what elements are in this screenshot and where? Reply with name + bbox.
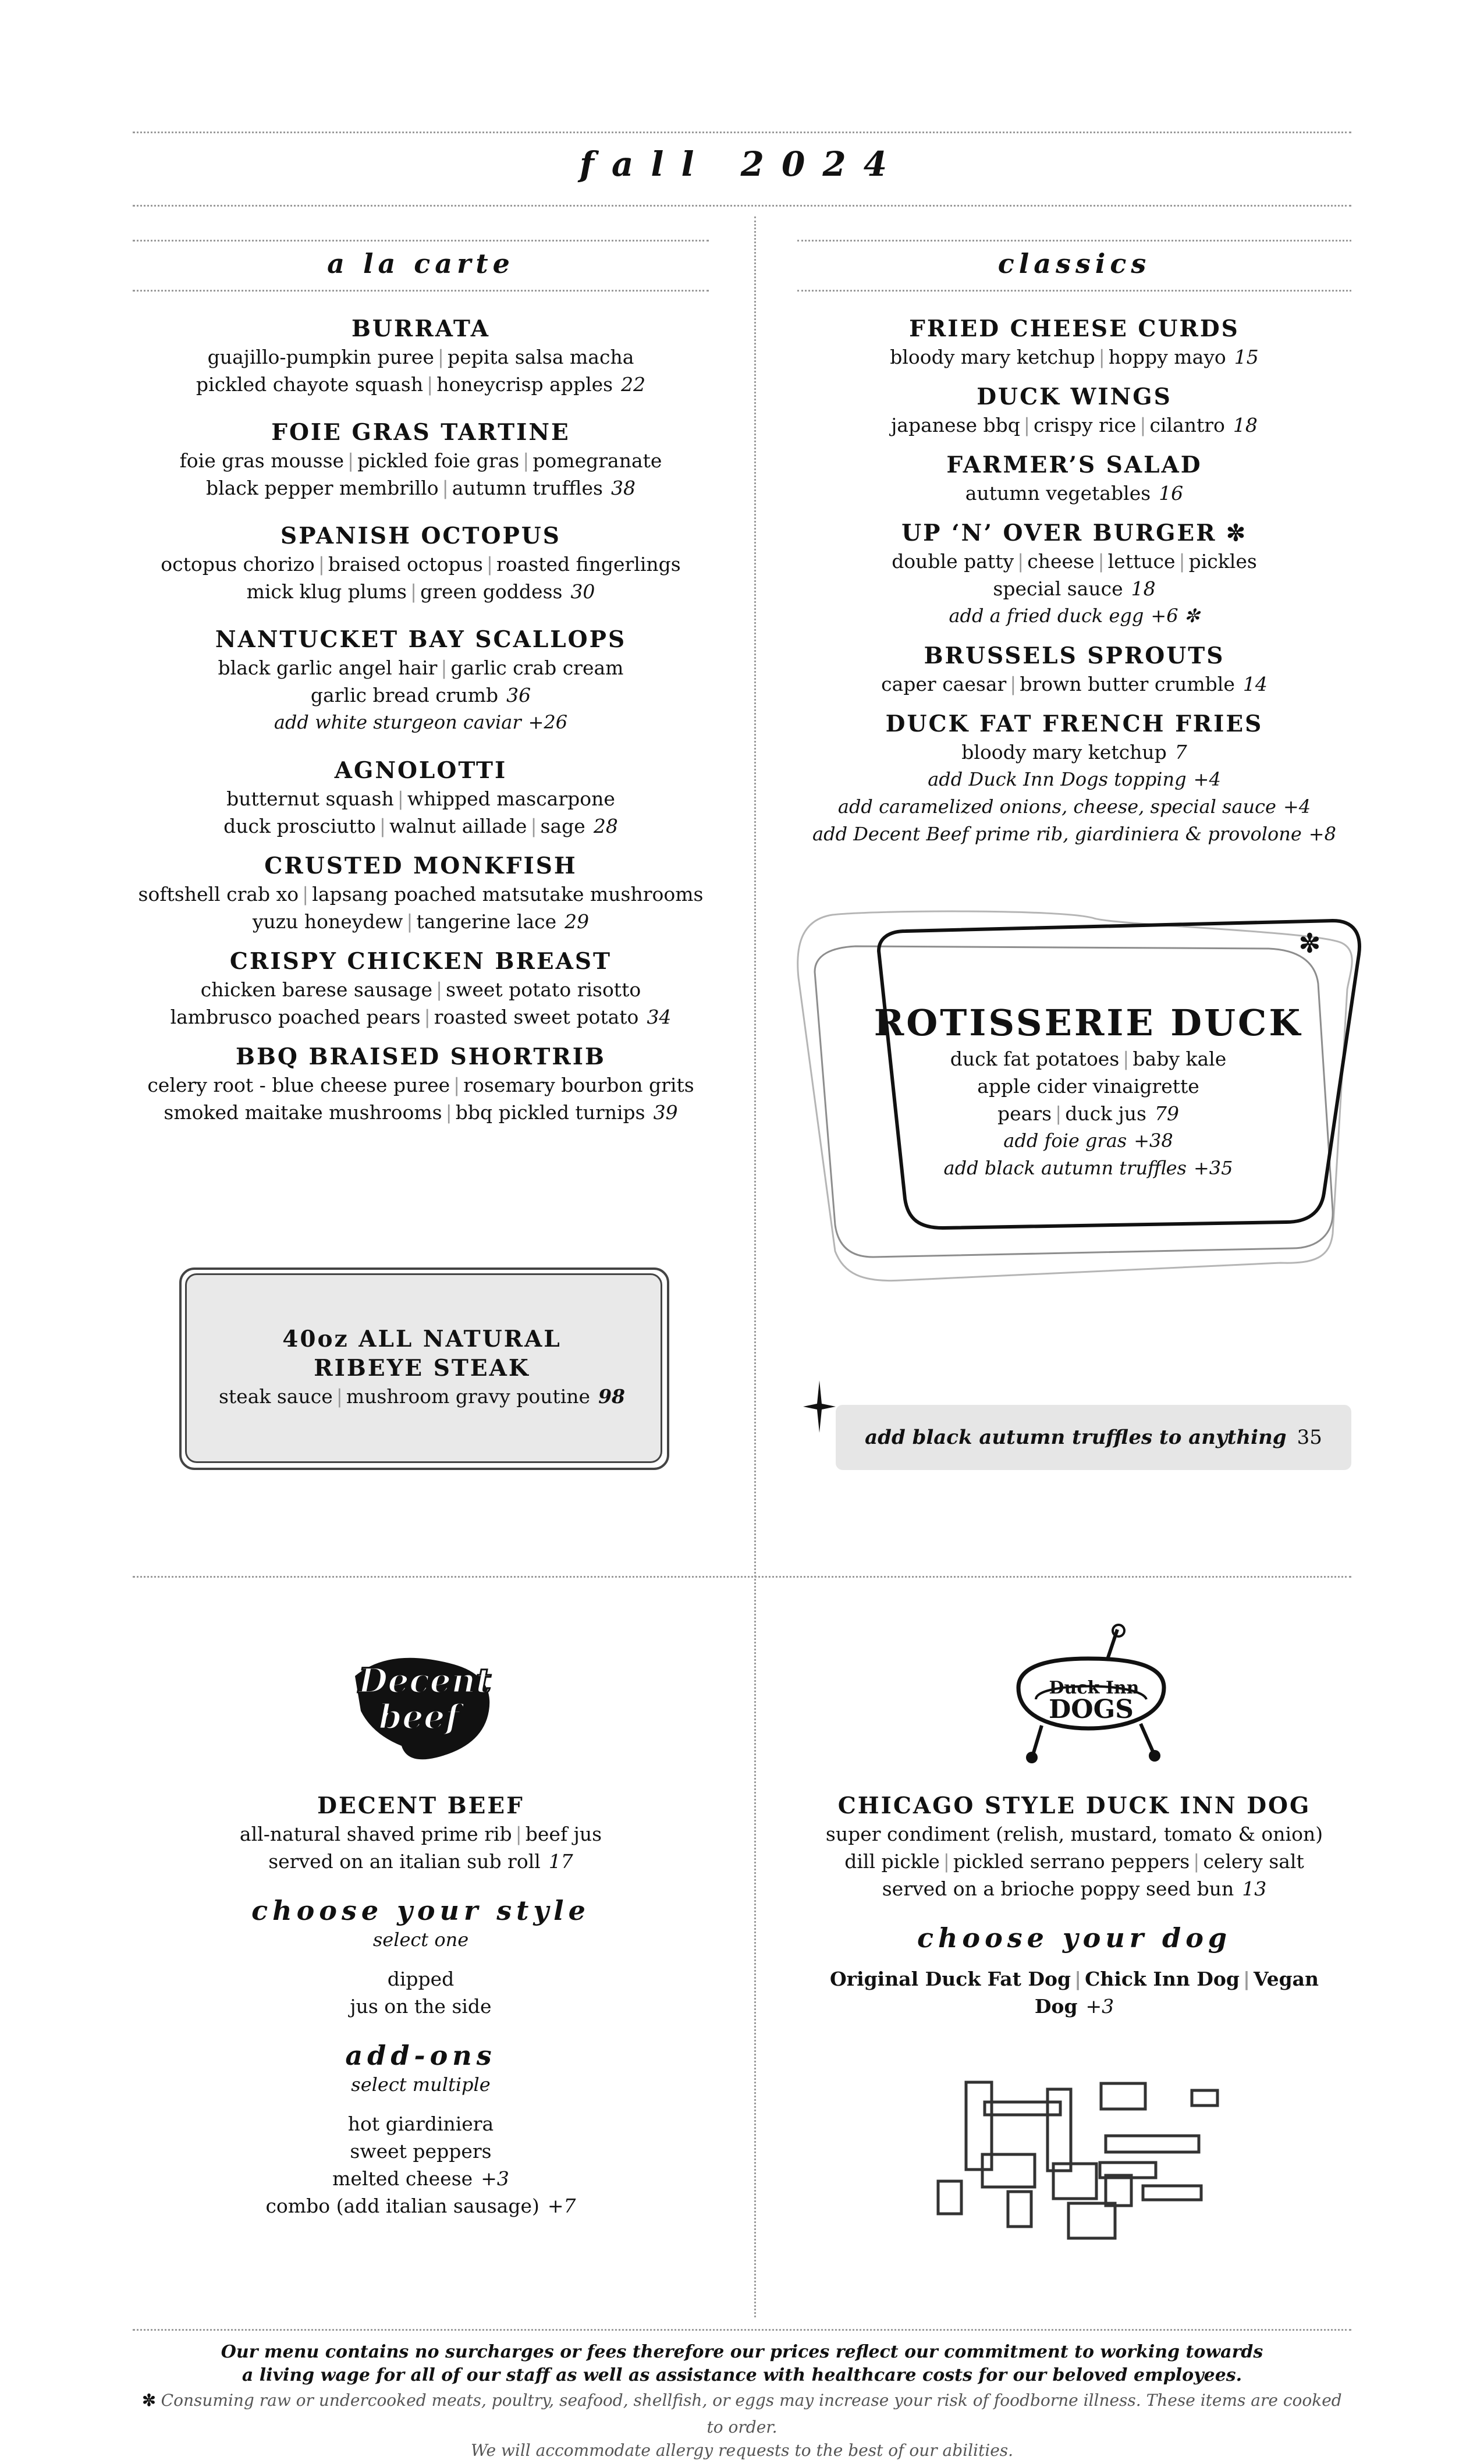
- menu-item-name: FRIED CHEESE CURDS: [909, 315, 1240, 342]
- addon-name: combo (add italian sausage): [265, 2195, 539, 2217]
- add-on-price: +38: [1134, 1130, 1173, 1152]
- desc-part: bloody mary ketchup: [961, 741, 1167, 764]
- menu-item-name: UP ‘N’ OVER BURGER ✼: [901, 520, 1247, 546]
- addon-name: melted cheese: [332, 2167, 473, 2190]
- separator: |: [302, 883, 309, 906]
- spacer: [797, 1954, 1351, 1965]
- choose-style-subheading: select one: [372, 1929, 469, 1951]
- spacer: [133, 1875, 709, 1895]
- dog-option: Vegan Dog: [1034, 1968, 1319, 2018]
- price: 30: [570, 580, 595, 603]
- desc-part: dill pickle: [844, 1850, 940, 1873]
- separator: |: [1074, 1968, 1082, 1990]
- desc-line: [797, 1848, 1351, 1875]
- desc-line: [133, 1820, 709, 1848]
- desc-line: [133, 681, 709, 709]
- addon-option: [133, 2138, 709, 2165]
- separator: |: [397, 787, 404, 810]
- desc-part: duck jus: [1065, 1102, 1146, 1125]
- desc-part: duck prosciutto: [223, 815, 376, 837]
- price: 98: [598, 1385, 626, 1408]
- duck-inn-dog-name: CHICAGO STYLE DUCK INN DOG: [837, 1792, 1311, 1819]
- menu-item: [133, 756, 709, 840]
- desc-line: [133, 812, 709, 840]
- menu-item-name: NANTUCKET BAY SCALLOPS: [215, 626, 627, 653]
- add-on-price: +35: [1193, 1157, 1233, 1179]
- a-la-carte-list: [133, 314, 709, 1126]
- desc-part: crispy rice: [1034, 414, 1137, 436]
- dog-option: Chick Inn Dog: [1085, 1968, 1240, 1990]
- add-on-line: [797, 821, 1351, 848]
- price: 18: [1131, 577, 1156, 600]
- spacer: [133, 1954, 709, 1965]
- center-divider: [754, 216, 756, 2317]
- logo-leg-1: [1033, 1725, 1042, 1755]
- separator: |: [318, 553, 325, 576]
- price: 39: [653, 1101, 678, 1124]
- desc-part: chicken barese sausage: [200, 978, 433, 1001]
- classics-list: [797, 314, 1351, 848]
- desc-line: [133, 785, 709, 812]
- menu-item: [797, 382, 1351, 439]
- ribeye-name-2: RIBEYE STEAK: [314, 1355, 530, 1382]
- desc-line: [797, 480, 1351, 507]
- ribeye: [185, 1325, 659, 1410]
- spacer: [133, 935, 709, 947]
- separator: |: [1098, 346, 1105, 368]
- sparkle-icon: [803, 1380, 836, 1435]
- price: 34: [647, 1006, 672, 1028]
- add-on-line: [797, 766, 1351, 793]
- price: 16: [1159, 482, 1184, 505]
- add-on-text: add Duck Inn Dogs topping: [928, 768, 1187, 790]
- separator: |: [1139, 414, 1146, 436]
- desc-part: bbq pickled turnips: [455, 1101, 645, 1124]
- desc-part: mushroom gravy poutine: [346, 1385, 591, 1408]
- logo-text-1: Decent: [358, 1661, 492, 1700]
- desc-part: pickles: [1188, 550, 1257, 573]
- desc-part: autumn vegetables: [965, 482, 1151, 505]
- rotisserie-mark: ✼: [1299, 929, 1320, 958]
- desc-part: hoppy mayo: [1108, 346, 1226, 368]
- classics-rule-bottom: [797, 290, 1351, 292]
- spacer: [133, 840, 709, 851]
- desc-part: green goddess: [420, 580, 563, 603]
- desc-line: [133, 976, 709, 1003]
- desc-part: smoked maitake mushrooms: [164, 1101, 442, 1124]
- desc-part: sage: [540, 815, 585, 837]
- addon-option: [133, 2110, 709, 2138]
- addon-price: +3: [481, 2167, 509, 2190]
- logo-text-1: Duck Inn: [1049, 1678, 1139, 1698]
- truffle-banner: [836, 1405, 1351, 1470]
- addon-option: [133, 2165, 709, 2192]
- desc-part: walnut aillade: [389, 815, 527, 837]
- add-on-text: add black autumn truffles: [943, 1157, 1187, 1179]
- add-on-price: +4: [1193, 768, 1221, 790]
- menu-item-name: BURRATA: [351, 315, 491, 342]
- desc-part: baby kale: [1132, 1048, 1227, 1070]
- choose-style-heading: choose your style: [251, 1895, 590, 1926]
- desc-part: beef jus: [525, 1823, 602, 1845]
- price: 15: [1234, 346, 1259, 368]
- price: 29: [565, 910, 590, 933]
- desc-part: super condiment (relish, mustard, tomato & onion): [825, 1823, 1323, 1845]
- spacer: [797, 698, 1351, 709]
- menu-item-name: FARMER’S SALAD: [946, 452, 1202, 478]
- desc-line: [797, 1875, 1351, 1902]
- desc-line: [133, 1003, 709, 1031]
- menu-item-name: FOIE GRAS TARTINE: [271, 419, 570, 446]
- ribeye-name-1: 40oz ALL NATURAL: [282, 1326, 562, 1352]
- desc-line: [133, 908, 709, 935]
- separator: |: [436, 978, 443, 1001]
- separator: |: [445, 1101, 452, 1124]
- spacer: [797, 1902, 1351, 1922]
- separator: |: [515, 1823, 522, 1845]
- separator: |: [437, 346, 444, 368]
- choose-dog-heading: choose your dog: [917, 1922, 1232, 1954]
- style-option: jus on the side: [350, 1995, 492, 2018]
- menu-item: [797, 314, 1351, 371]
- desc-part: foie gras mousse: [179, 449, 345, 472]
- spacer: [797, 439, 1351, 450]
- addon-option: [133, 2192, 709, 2220]
- dog-price: +3: [1085, 1995, 1114, 2018]
- spacer: [133, 502, 709, 521]
- separator: |: [427, 373, 434, 396]
- desc-part: served on a brioche poppy seed bun: [882, 1877, 1234, 1900]
- menu-item-name: AGNOLOTTI: [334, 757, 507, 784]
- desc-part: honeycrisp apples: [436, 373, 613, 396]
- price: 17: [548, 1850, 573, 1873]
- desc-part: softshell crab xo: [138, 883, 299, 906]
- menu-item-name: BRUSSELS SPROUTS: [924, 642, 1225, 669]
- desc-part: pepita salsa macha: [447, 346, 634, 368]
- menu-item: [133, 521, 709, 605]
- desc-part: guajillo-pumpkin puree: [207, 346, 434, 368]
- desc-part: rosemary bourbon grits: [463, 1074, 694, 1096]
- desc-line: [797, 411, 1351, 439]
- desc-line: [797, 739, 1351, 766]
- desc-part: tangerine lace: [416, 910, 557, 933]
- desc-part: cheese: [1027, 550, 1095, 573]
- spacer: [133, 605, 709, 625]
- desc-part: pickled serrano peppers: [953, 1850, 1190, 1873]
- logo-text-2: beef: [378, 1697, 460, 1737]
- desc-part: pickled foie gras: [357, 449, 520, 472]
- add-on-price: +8: [1308, 823, 1336, 845]
- desc-part: bloody mary ketchup: [890, 346, 1095, 368]
- desc-part: cilantro: [1149, 414, 1225, 436]
- desc-line: [133, 654, 709, 681]
- separator: |: [406, 910, 413, 933]
- spacer: [797, 507, 1351, 519]
- separator: |: [442, 477, 449, 499]
- menu-item: [133, 1042, 709, 1126]
- rotisserie-duck-name: ROTISSERIE DUCK: [874, 1002, 1303, 1044]
- desc-line: [133, 447, 709, 474]
- desc-part: butternut squash: [226, 787, 394, 810]
- separator: |: [943, 1850, 950, 1873]
- menu-item-name: CRUSTED MONKFISH: [264, 853, 577, 879]
- desc-part: pears: [997, 1102, 1052, 1125]
- desc-line: [133, 578, 709, 605]
- desc-part: roasted fingerlings: [496, 553, 681, 576]
- desc-part: whipped mascarpone: [407, 787, 615, 810]
- desc-line: [133, 880, 709, 908]
- price: 18: [1233, 414, 1258, 436]
- desc-line: [133, 1099, 709, 1126]
- add-on-line: [797, 793, 1351, 821]
- menu-item-name: CRISPY CHICKEN BREAST: [229, 948, 612, 975]
- desc-part: japanese bbq: [891, 414, 1020, 436]
- add-on-text: add foie gras: [1003, 1130, 1127, 1152]
- separator: |: [424, 1006, 431, 1028]
- top-rule: [133, 132, 1351, 133]
- desc-line: [133, 474, 709, 502]
- separator: |: [1178, 550, 1185, 573]
- logo-foot-1: [1026, 1752, 1038, 1763]
- add-on-price: +26: [528, 711, 568, 733]
- add-on-text: add caramelized onions, cheese, special sauce: [837, 796, 1276, 818]
- decent-beef-name: DECENT BEEF: [317, 1792, 524, 1819]
- menu-item: [133, 851, 709, 935]
- addon-name: sweet peppers: [350, 2140, 492, 2163]
- desc-part: lambrusco poached pears: [170, 1006, 421, 1028]
- desc-part: all-natural shaved prime rib: [239, 1823, 512, 1845]
- menu-item: [133, 314, 709, 398]
- decorative-rectangles: [931, 2078, 1234, 2252]
- desc-part: duck fat potatoes: [950, 1048, 1120, 1070]
- menu-item: [797, 641, 1351, 698]
- desc-line: [797, 575, 1351, 602]
- menu-item-name: SPANISH OCTOPUS: [281, 523, 561, 549]
- desc-part: special sauce: [993, 577, 1123, 600]
- spacer: [133, 1031, 709, 1042]
- a-la-carte-heading: a la carte: [327, 248, 514, 279]
- separator: |: [1010, 673, 1017, 695]
- desc-part: celery salt: [1203, 1850, 1304, 1873]
- separator: |: [1023, 414, 1031, 436]
- desc-part: garlic crab cream: [450, 656, 624, 679]
- desc-line: [133, 1071, 709, 1099]
- desc-part: black garlic angel hair: [218, 656, 438, 679]
- spacer: [133, 2020, 709, 2040]
- add-on-line: [133, 709, 709, 736]
- separator: |: [1055, 1102, 1062, 1125]
- price: 7: [1174, 741, 1187, 764]
- footer-line-4: We will accommodate allergy requests to the best of our abilities.: [470, 2441, 1014, 2460]
- mid-rule: [133, 1576, 1351, 1578]
- spacer: [133, 398, 709, 418]
- season-title: fall 2024: [579, 144, 905, 184]
- add-on-text: add a fried duck egg: [949, 605, 1144, 627]
- dog-options: [797, 1965, 1351, 2020]
- separator: |: [379, 815, 386, 837]
- desc-line: [133, 343, 709, 371]
- separator: |: [410, 580, 417, 603]
- separator: |: [523, 449, 530, 472]
- price: 14: [1242, 673, 1268, 695]
- desc-part: apple cider vinaigrette: [977, 1075, 1199, 1098]
- duck-inn-dogs-section: [797, 1791, 1351, 2020]
- menu-item: [133, 418, 709, 502]
- decent-beef-logo: [338, 1641, 512, 1769]
- menu-item-name: DUCK WINGS: [977, 384, 1172, 410]
- spacer: [133, 736, 709, 756]
- add-on-text: add white sturgeon caviar: [274, 711, 521, 733]
- desc-part: mick klug plums: [246, 580, 407, 603]
- desc-part: pickled chayote squash: [196, 373, 424, 396]
- separator: |: [530, 815, 537, 837]
- addons-subheading: select multiple: [351, 2074, 491, 2096]
- decent-beef-section: [133, 1791, 709, 2220]
- addon-price: +7: [547, 2195, 576, 2217]
- season-rule: [133, 205, 1351, 207]
- spacer: [133, 2099, 709, 2110]
- classics-rule-top: [797, 240, 1351, 242]
- separator: |: [1243, 1968, 1251, 1990]
- desc-part: caper caesar: [881, 673, 1007, 695]
- desc-part: brown butter crumble: [1020, 673, 1235, 695]
- desc-line: [850, 1045, 1327, 1073]
- desc-part: served on an italian sub roll: [268, 1850, 541, 1873]
- desc-line: [797, 670, 1351, 698]
- desc-part: sweet potato risotto: [446, 978, 641, 1001]
- desc-part: autumn truffles: [452, 477, 603, 499]
- desc-part: lettuce: [1107, 550, 1176, 573]
- desc-line: [185, 1383, 659, 1410]
- desc-line: [133, 551, 709, 578]
- desc-part: octopus chorizo: [161, 553, 315, 576]
- desc-part: black pepper membrillo: [206, 477, 439, 499]
- add-on-line: [850, 1127, 1327, 1155]
- separator: |: [347, 449, 354, 472]
- spacer: [797, 371, 1351, 382]
- desc-part: lapsang poached matsutake mushrooms: [312, 883, 704, 906]
- price: 13: [1242, 1877, 1267, 1900]
- menu-item: [797, 709, 1351, 848]
- desc-line: [797, 548, 1351, 575]
- logo-text-2: DOGS: [1049, 1695, 1134, 1724]
- desc-line: [850, 1073, 1327, 1100]
- footer-rule: [133, 2329, 1351, 2331]
- add-on-line: [797, 602, 1351, 630]
- price: 28: [593, 815, 618, 837]
- menu-item: [797, 519, 1351, 630]
- footer-line-2: a living wage for all of our staff as well as assistance with healthcare costs for our beloved employees.: [242, 2365, 1242, 2385]
- truffle-banner-price: 35: [1297, 1426, 1322, 1449]
- desc-part: roasted sweet potato: [434, 1006, 639, 1028]
- ribeye-desc: [185, 1383, 659, 1410]
- footer: [133, 2341, 1351, 2464]
- menu-item: [133, 947, 709, 1031]
- add-on-price: +6 ✼: [1151, 605, 1200, 627]
- duck-inn-dogs-logo: [1001, 1624, 1176, 1769]
- desc-part: double patty: [892, 550, 1014, 573]
- rotisserie-duck-desc: [850, 1045, 1327, 1182]
- desc-line: [133, 1848, 709, 1875]
- separator: |: [1017, 550, 1024, 573]
- separator: |: [441, 656, 448, 679]
- footer-line-1: Our menu contains no surcharges or fees therefore our prices reflect our commitment to working towards: [221, 2342, 1263, 2362]
- menu-item: [133, 625, 709, 736]
- desc-part: celery root - blue cheese puree: [147, 1074, 450, 1096]
- addons-heading: add-ons: [345, 2040, 496, 2071]
- separator: |: [1098, 550, 1105, 573]
- desc-part: braised octopus: [328, 553, 483, 576]
- price: 22: [621, 373, 646, 396]
- alc-rule-top: [133, 240, 709, 242]
- add-on-price: +4: [1283, 796, 1311, 818]
- desc-part: garlic bread crumb: [310, 684, 499, 706]
- asterisk-icon: ✼: [142, 2391, 156, 2410]
- logo-foot-2: [1149, 1750, 1160, 1762]
- desc-line: [133, 371, 709, 398]
- desc-line: [797, 343, 1351, 371]
- dog-option: Original Duck Fat Dog: [829, 1968, 1071, 1990]
- classics-heading: classics: [997, 248, 1151, 279]
- menu-item-name: BBQ BRAISED SHORTRIB: [236, 1043, 606, 1070]
- desc-line: [797, 1820, 1351, 1848]
- separator: |: [486, 553, 493, 576]
- rotisserie-duck: [850, 1001, 1327, 1182]
- separator: |: [1123, 1048, 1130, 1070]
- desc-part: pomegranate: [532, 449, 662, 472]
- desc-part: steak sauce: [218, 1385, 333, 1408]
- footer-line-3: [133, 2387, 1351, 2441]
- desc-part: yuzu honeydew: [252, 910, 403, 933]
- footer-line-3-text: Consuming raw or undercooked meats, poultry, seafood, shellfish, or eggs may increase your risk of foodborne illness. These items are cooked to order.: [161, 2391, 1342, 2437]
- style-option: dipped: [387, 1968, 455, 1990]
- menu-item-name: DUCK FAT FRENCH FRIES: [885, 711, 1263, 737]
- separator: |: [1193, 1850, 1200, 1873]
- add-on-line: [850, 1155, 1327, 1182]
- desc-line: [850, 1100, 1327, 1127]
- separator: |: [453, 1074, 460, 1096]
- separator: |: [336, 1385, 343, 1408]
- addon-name: hot giardiniera: [347, 2112, 494, 2135]
- add-on-text: add Decent Beef prime rib, giardiniera & provolone: [812, 823, 1302, 845]
- alc-rule-bottom: [133, 290, 709, 292]
- price: 38: [610, 477, 636, 499]
- menu-item: [797, 450, 1351, 507]
- spacer: [797, 630, 1351, 641]
- price: 79: [1154, 1102, 1179, 1125]
- truffle-banner-text: add black autumn truffles to anything: [865, 1426, 1287, 1449]
- price: 36: [506, 684, 531, 706]
- logo-leg-2: [1141, 1724, 1153, 1753]
